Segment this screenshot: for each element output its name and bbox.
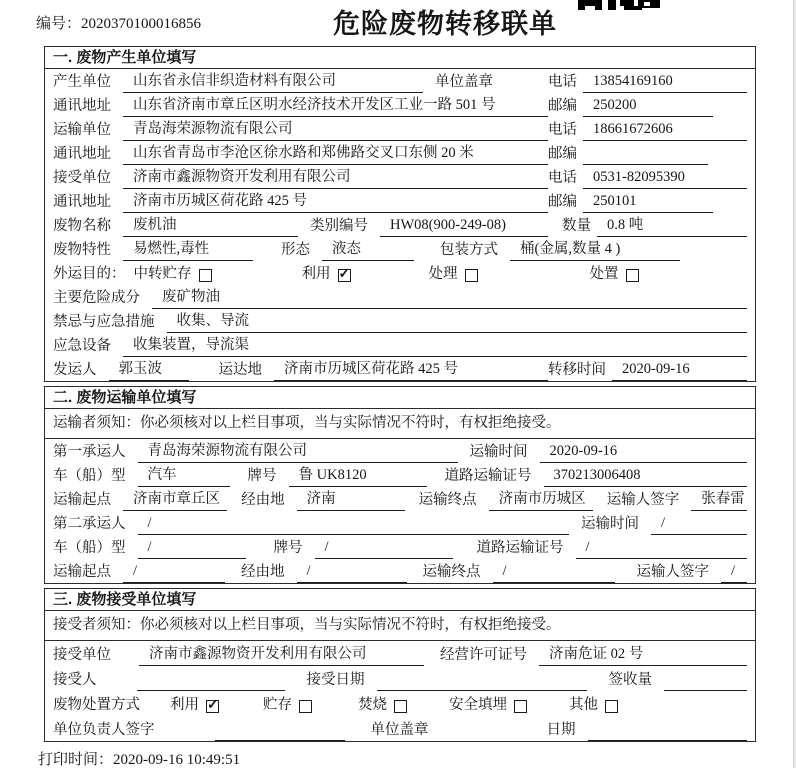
- row-transporter-address: [45, 141, 755, 165]
- transport-time-label: 运输时间: [469, 444, 528, 460]
- accept-unit-label: 接受单位: [53, 647, 111, 663]
- serial-label: 编号：: [36, 16, 82, 32]
- plate-label: 牌号: [273, 540, 303, 556]
- packing-label: 包装方式: [440, 242, 498, 258]
- sign-qty-value: [664, 671, 747, 691]
- serial-value: 2020370100016856: [81, 16, 202, 32]
- row-vehicle2: [45, 535, 755, 559]
- receiver-value: 济南市鑫源物资开发利用有限公司: [123, 165, 548, 189]
- plate2-value: /: [315, 539, 453, 559]
- producer-label: 产生单位: [53, 74, 111, 90]
- form-label: 形态: [281, 242, 310, 258]
- zip-label: 邮编: [548, 194, 577, 210]
- section-transport: [44, 386, 756, 584]
- row-shipper: [45, 357, 755, 381]
- plate1-value: 鲁 UK8120: [289, 463, 427, 487]
- receiver-phone-value: 0531-82095390: [583, 169, 747, 189]
- road-permit2-value: /: [576, 539, 748, 559]
- chief-sign-label: 单位负责人签字: [53, 722, 155, 738]
- sign1-value: 张春雷: [691, 487, 747, 511]
- transporter-phone-value: 18661672606: [583, 121, 747, 141]
- disposal-label: 废物处置方式: [53, 697, 140, 713]
- row-carrier1: [45, 439, 755, 463]
- carrier-sign-label: 运输人签字: [636, 564, 709, 580]
- unit-seal-label: 单位盖章: [370, 722, 429, 738]
- receiver-zip-value: 250101: [583, 193, 713, 213]
- producer-phone-value: 13854169160: [583, 73, 747, 93]
- row-waste-name: [45, 213, 755, 237]
- taboo-value: 收集、导流: [167, 309, 748, 333]
- section-producer: [44, 46, 756, 382]
- purpose-option-label: 处置: [589, 266, 619, 282]
- row-acceptor: [45, 666, 755, 691]
- purpose-option-label: 中转贮存: [133, 266, 192, 282]
- disposal-option-label: 焚烧: [358, 697, 387, 713]
- end1-value: 济南市历城区: [489, 487, 593, 511]
- origin1-value: 济南市章丘区: [123, 487, 227, 511]
- row-taboo: [45, 309, 755, 333]
- carrier1-value: 青岛海荣源物流有限公司: [138, 439, 458, 463]
- receiver-address-value: 济南市历城区荷花路 425 号: [123, 189, 548, 213]
- equipment-value: 收集装置，导流渠: [123, 333, 747, 357]
- date-value: [588, 721, 748, 741]
- license-label: 经营许可证号: [440, 647, 527, 663]
- end2-value: /: [493, 563, 615, 583]
- qr-code-icon: [578, 0, 660, 11]
- row-vehicle1: [45, 463, 755, 487]
- via2-value: /: [297, 563, 407, 583]
- equipment-label: 应急设备: [53, 338, 111, 354]
- end-label: 运输终点: [418, 492, 477, 508]
- section-transport-title: 二. 废物运输单位填写: [45, 387, 755, 409]
- via-label: 经由地: [241, 492, 285, 508]
- print-time-value: 2020-09-16 10:49:51: [113, 752, 241, 768]
- road-permit1-value: 370213006408: [544, 467, 748, 487]
- checkbox-icon: [465, 269, 478, 282]
- zip-label: 邮编: [548, 98, 577, 114]
- waste-name-label: 废物名称: [53, 218, 111, 234]
- accept-unit-value: 济南市鑫源物资开发利用有限公司: [139, 642, 424, 666]
- form-value: 液态: [322, 237, 414, 261]
- producer-address-value: 山东省济南市章丘区明水经济技术开发区工业一路 501 号: [123, 93, 548, 117]
- disposal-option-label: 其他: [569, 697, 598, 713]
- checkbox-checked-icon: [206, 700, 219, 713]
- vehicle2-value: /: [138, 539, 246, 559]
- hazard-label: 主要危险成分: [53, 290, 140, 306]
- row-equipment: [45, 333, 755, 357]
- plate-label: 牌号: [247, 468, 277, 484]
- checkbox-icon: [394, 700, 407, 713]
- vehicle1-value: 汽车: [138, 463, 230, 487]
- transporter-zip-value: [583, 145, 708, 165]
- transfer-date-label: 转移时间: [548, 362, 606, 378]
- row-disposal: [45, 691, 755, 716]
- receiver-label: 接受单位: [53, 170, 111, 186]
- purpose-label: 外运目的：: [53, 266, 126, 282]
- row-transporter: [45, 117, 755, 141]
- phone-label: 电话: [548, 122, 577, 138]
- row-purpose: [45, 261, 755, 285]
- row-route2: [45, 559, 755, 583]
- checkbox-icon: [299, 700, 312, 713]
- date-label: 日期: [546, 722, 576, 738]
- quantity-value: 0.8 吨: [597, 213, 747, 237]
- disposal-option-label: 利用: [170, 697, 199, 713]
- manifest-form: [44, 46, 756, 742]
- zip-label: 邮编: [548, 146, 577, 162]
- receiver-notice: 接受者须知：你必须核对以上栏目事项，当与实际情况不符时，有权拒绝接受。: [45, 611, 755, 641]
- origin-label: 运输起点: [53, 564, 111, 580]
- unit-seal-label: 单位盖章: [435, 74, 493, 90]
- carrier1-time-value: 2020-09-16: [540, 443, 748, 463]
- disposal-option-label: 安全填埋: [449, 697, 507, 713]
- destination-value: 济南市历城区荷花路 425 号: [274, 357, 548, 381]
- producer-zip-value: 250200: [583, 97, 713, 117]
- checkbox-checked-icon: [338, 269, 351, 282]
- transporter-label: 运输单位: [53, 122, 111, 138]
- row-hazard: [45, 285, 755, 309]
- road-permit-label: 道路运输证号: [476, 540, 564, 556]
- origin2-value: /: [123, 563, 225, 583]
- row-accept-unit: [45, 641, 755, 666]
- row-carrier2: [45, 511, 755, 535]
- acceptor-label: 接受人: [53, 672, 97, 688]
- category-label: 类别编号: [310, 218, 368, 234]
- taboo-label: 禁忌与应急措施: [53, 314, 155, 330]
- character-label: 废物特性: [53, 242, 111, 258]
- disposal-option-label: 贮存: [263, 697, 292, 713]
- page-title: 危险废物转移联单: [333, 9, 557, 39]
- row-receiver: [45, 165, 755, 189]
- phone-label: 电话: [548, 170, 577, 186]
- checkbox-icon: [514, 700, 527, 713]
- accept-date-value: [377, 671, 587, 691]
- vehicle-type-label: 车（船）型: [53, 468, 126, 484]
- producer-value: 山东省永信非织造材料有限公司: [123, 69, 423, 93]
- row-route1: [45, 487, 755, 511]
- section-receiver: [44, 588, 756, 742]
- address-label: 通讯地址: [53, 98, 111, 114]
- chief-sign-value: [215, 721, 345, 741]
- transfer-date-value: 2020-09-16: [612, 361, 747, 381]
- waste-name-value: 废机油: [123, 213, 298, 237]
- purpose-option-label: 处理: [428, 266, 458, 282]
- via-label: 经由地: [241, 564, 285, 580]
- carrier-sign-label: 运输人签字: [606, 492, 680, 508]
- quantity-label: 数量: [562, 218, 591, 234]
- carrier2-label: 第二承运人: [53, 516, 126, 532]
- row-receiver-address: [45, 189, 755, 213]
- print-time-line: [38, 748, 240, 768]
- checkbox-icon: [626, 269, 639, 282]
- row-waste-character: [45, 237, 755, 261]
- destination-label: 运达地: [218, 362, 262, 378]
- section-receiver-title: 三. 废物接受单位填写: [45, 589, 755, 611]
- address-label: 通讯地址: [53, 194, 111, 210]
- carrier2-value: /: [138, 515, 570, 535]
- category-value: HW08(900-249-08): [380, 217, 548, 237]
- row-producer: [45, 69, 755, 93]
- hazard-value: 废矿物油: [152, 285, 747, 309]
- shipper-label: 发运人: [53, 362, 97, 378]
- origin-label: 运输起点: [53, 492, 111, 508]
- row-chief-sign: [45, 716, 755, 741]
- end-label: 运输终点: [422, 564, 481, 580]
- purpose-option-label: 利用: [301, 266, 331, 282]
- row-producer-address: [45, 93, 755, 117]
- character-value: 易燃性,毒性: [123, 237, 253, 261]
- vehicle-type-label: 车（船）型: [53, 540, 126, 556]
- carrier1-label: 第一承运人: [53, 444, 126, 460]
- sign2-value: /: [721, 563, 747, 583]
- section-producer-title: 一. 废物产生单位填写: [45, 47, 755, 69]
- phone-label: 电话: [548, 74, 577, 90]
- transport-notice: 运输者须知：你必须核对以上栏目事项，当与实际情况不符时，有权拒绝接受。: [45, 409, 755, 439]
- transporter-address-value: 山东省青岛市李沧区徐水路和郑佛路交叉口东侧 20 米: [123, 141, 548, 165]
- packing-value: 桶(金属,数量 4 ): [510, 237, 680, 261]
- sign-qty-label: 签收量: [608, 672, 652, 688]
- transporter-value: 青岛海荣源物流有限公司: [123, 117, 548, 141]
- address-label: 通讯地址: [53, 146, 111, 162]
- checkbox-icon: [605, 700, 618, 713]
- via1-value: 济南: [297, 487, 405, 511]
- checkbox-icon: [199, 269, 212, 282]
- license-value: 济南危证 02 号: [539, 642, 747, 666]
- shipper-value: 郭玉波: [109, 357, 189, 381]
- accept-date-label: 接受日期: [306, 672, 365, 688]
- carrier2-time-value: /: [651, 515, 747, 535]
- transport-time-label: 运输时间: [581, 516, 639, 532]
- print-time-label: 打印时间：: [38, 752, 114, 768]
- acceptor-value: [137, 671, 285, 691]
- road-permit-label: 道路运输证号: [444, 468, 532, 484]
